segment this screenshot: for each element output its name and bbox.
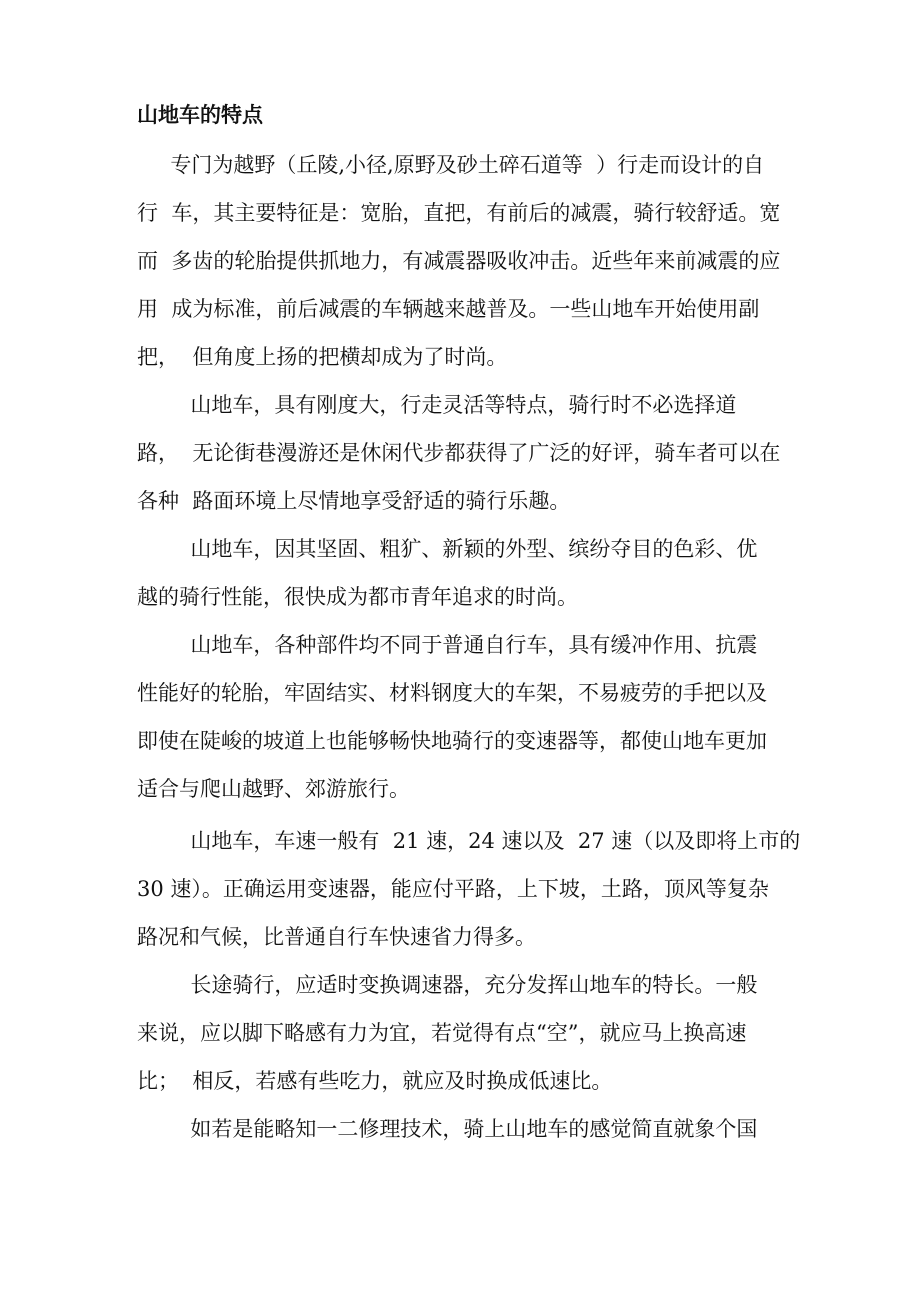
text-line: 行 车，其主要特征是：宽胎，直把，有前后的减震，骑行较舒适。宽 <box>137 201 781 225</box>
text-line: 专门为越野（丘陵,小径,原野及砂土碎石道等 ）行走而设计的自 <box>137 153 765 177</box>
text-line: 山地车，因其坚固、粗犷、新颖的外型、缤纷夺目的色彩、优 <box>137 537 758 561</box>
text-line: 路况和气候，比普通自行车快速省力得多。 <box>137 925 536 949</box>
text-line: 山地车，具有刚度大，行走灵活等特点，骑行时不必选择道 <box>137 393 737 417</box>
text-line: 比； 相反，若感有些吃力，就应及时换成低速比。 <box>137 1069 613 1093</box>
text-line: 路， 无论街巷漫游还是休闲代步都获得了广泛的好评，骑车者可以在 <box>137 441 781 465</box>
text-line: 各种 路面环境上尽情地享受舒适的骑行乐趣。 <box>137 489 571 513</box>
text-line: 把， 但角度上扬的把横却成为了时尚。 <box>137 345 508 369</box>
text-line: 而 多齿的轮胎提供抓地力，有减震器吸收冲击。近些年来前减震的应 <box>137 249 781 273</box>
text-line: 即使在陡峻的坡道上也能够畅快地骑行的变速器等，都使山地车更加 <box>137 729 767 753</box>
text-line: 越的骑行性能，很快成为都市青年追求的时尚。 <box>137 585 578 609</box>
text-line: 如若是能略知一二修理技术，骑上山地车的感觉简直就象个国 <box>137 1117 758 1141</box>
text-line: 30 速）。正确运用变速器，能应付平路，上下坡，土路，顶风等复杂 <box>137 877 769 901</box>
text-line: 长途骑行，应适时变换调速器，充分发挥山地车的特长。一般 <box>137 973 758 997</box>
text-line: 适合与爬山越野、郊游旅行。 <box>137 777 410 801</box>
document-title: 山地车的特点 <box>137 103 263 127</box>
text-line: 山地车，各种部件均不同于普通自行车，具有缓冲作用、抗震 <box>137 633 758 657</box>
text-line: 用 成为标准，前后减震的车辆越来越普及。一些山地车开始使用副 <box>137 297 760 321</box>
text-line: 性能好的轮胎，牢固结实、材料钢度大的车架，不易疲劳的手把以及 <box>137 681 767 705</box>
text-line: 山地车，车速一般有 21 速，24 速以及 27 速（以及即将上市的 <box>137 829 801 853</box>
text-line: 来说，应以脚下略感有力为宜，若觉得有点“空”，就应马上换高速 <box>137 1021 747 1045</box>
